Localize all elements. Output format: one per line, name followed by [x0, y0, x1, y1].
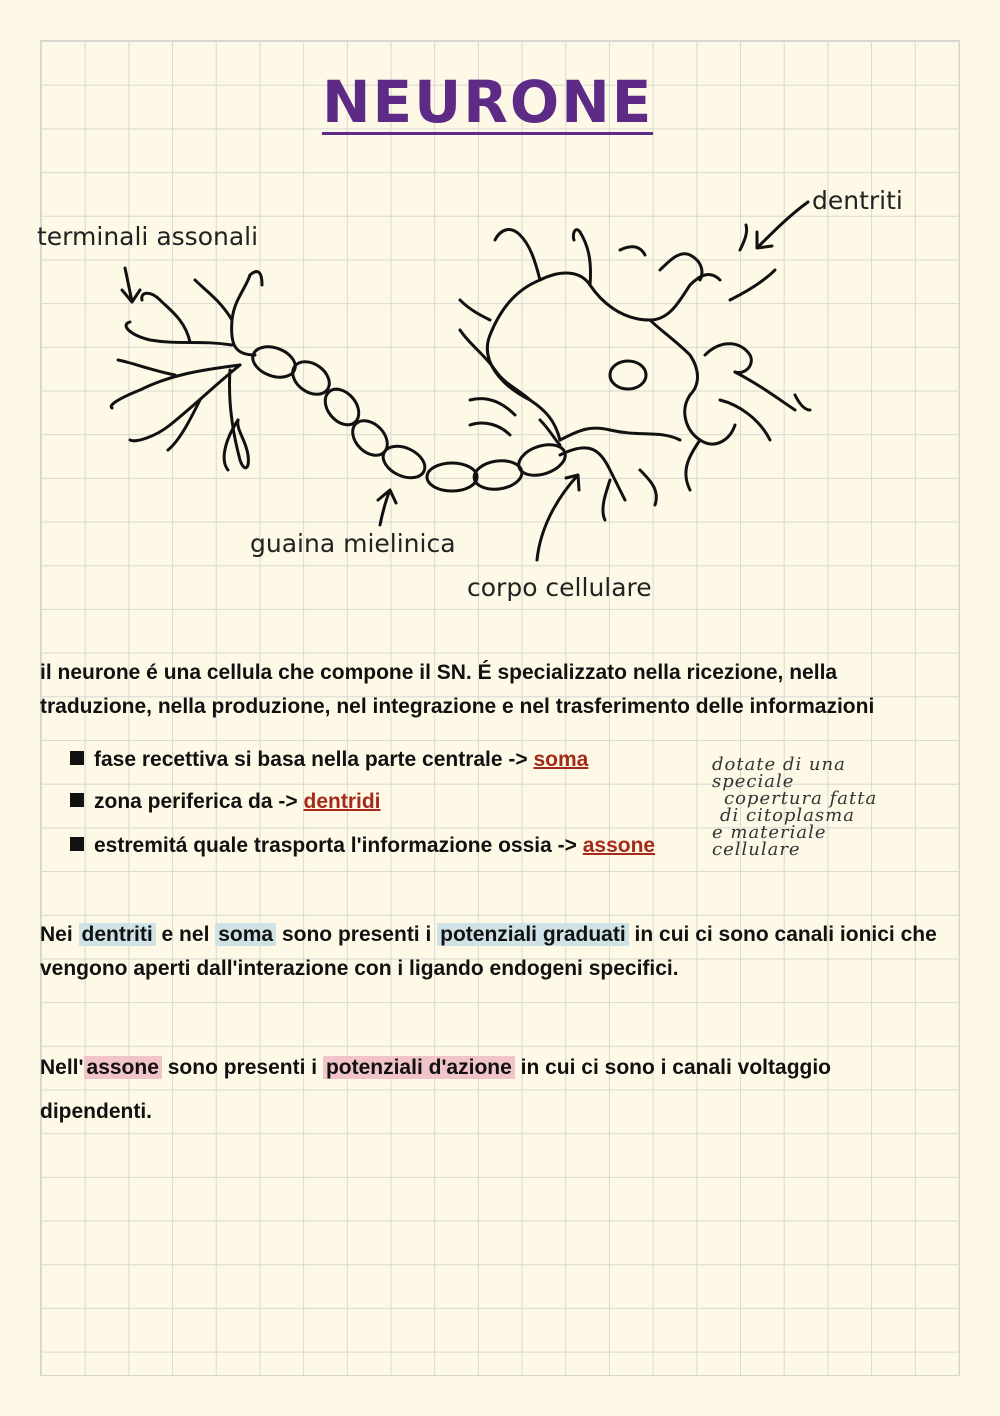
term-dentridi: dentridi — [303, 790, 381, 813]
square-bullet-icon — [70, 793, 84, 807]
bullet-item: estremitá quale trasporta l'informazione ossia -> assone — [70, 834, 655, 858]
bullet-item: zona periferica da -> dentridi — [70, 790, 381, 814]
highlight-potenziali-graduati: potenziali graduati — [437, 923, 629, 946]
highlight-soma: soma — [215, 923, 276, 946]
myelin-sheath-drawing — [249, 341, 570, 492]
label-dendrites: dentriti — [812, 186, 903, 215]
neuron-diagram — [0, 0, 1000, 620]
side-note: dotate di una speciale copertura fatta di citoplasma e materiale cellulare — [712, 754, 878, 860]
label-myelin: guaina mielinica — [250, 529, 456, 558]
paragraph-action-potentials: Nell' assone sono presenti i potenziali d'azione in cui ci sono i canali voltaggio dipendenti. — [40, 1056, 832, 1123]
paragraph-graded-potentials: Nei dentriti e nel soma sono presenti i potenziali graduati in cui ci sono canali ionici che vengono aperti dall'interazione con i ligando endogeni specifici. — [40, 923, 937, 980]
highlight-potenziali-azione: potenziali d'azione — [323, 1056, 515, 1079]
arrow-myelin — [378, 490, 396, 525]
square-bullet-icon — [70, 837, 84, 851]
highlight-dentriti: dentriti — [79, 923, 156, 946]
label-cell-body: corpo cellulare — [467, 573, 652, 602]
term-soma: soma — [533, 748, 589, 771]
square-bullet-icon — [70, 751, 84, 765]
intro-paragraph: il neurone é una cellula che compone il SN. É specializzato nella ricezione, nella traduzione, nella produzione, nel integrazione e nel trasferimento delle informazioni — [40, 661, 875, 718]
label-axon-terminals: terminali assonali — [37, 222, 259, 251]
term-assone: assone — [582, 834, 656, 857]
page-title: NEURONE — [322, 68, 654, 136]
arrow-terminals — [122, 268, 140, 302]
highlight-assone: assone — [84, 1056, 162, 1079]
cell-body-drawing — [460, 225, 810, 520]
bullet-item: fase recettiva si basa nella parte centrale -> soma — [70, 748, 588, 772]
arrow-dendrites — [757, 202, 808, 248]
nucleus — [610, 361, 646, 389]
arrow-cell-body — [537, 475, 579, 560]
